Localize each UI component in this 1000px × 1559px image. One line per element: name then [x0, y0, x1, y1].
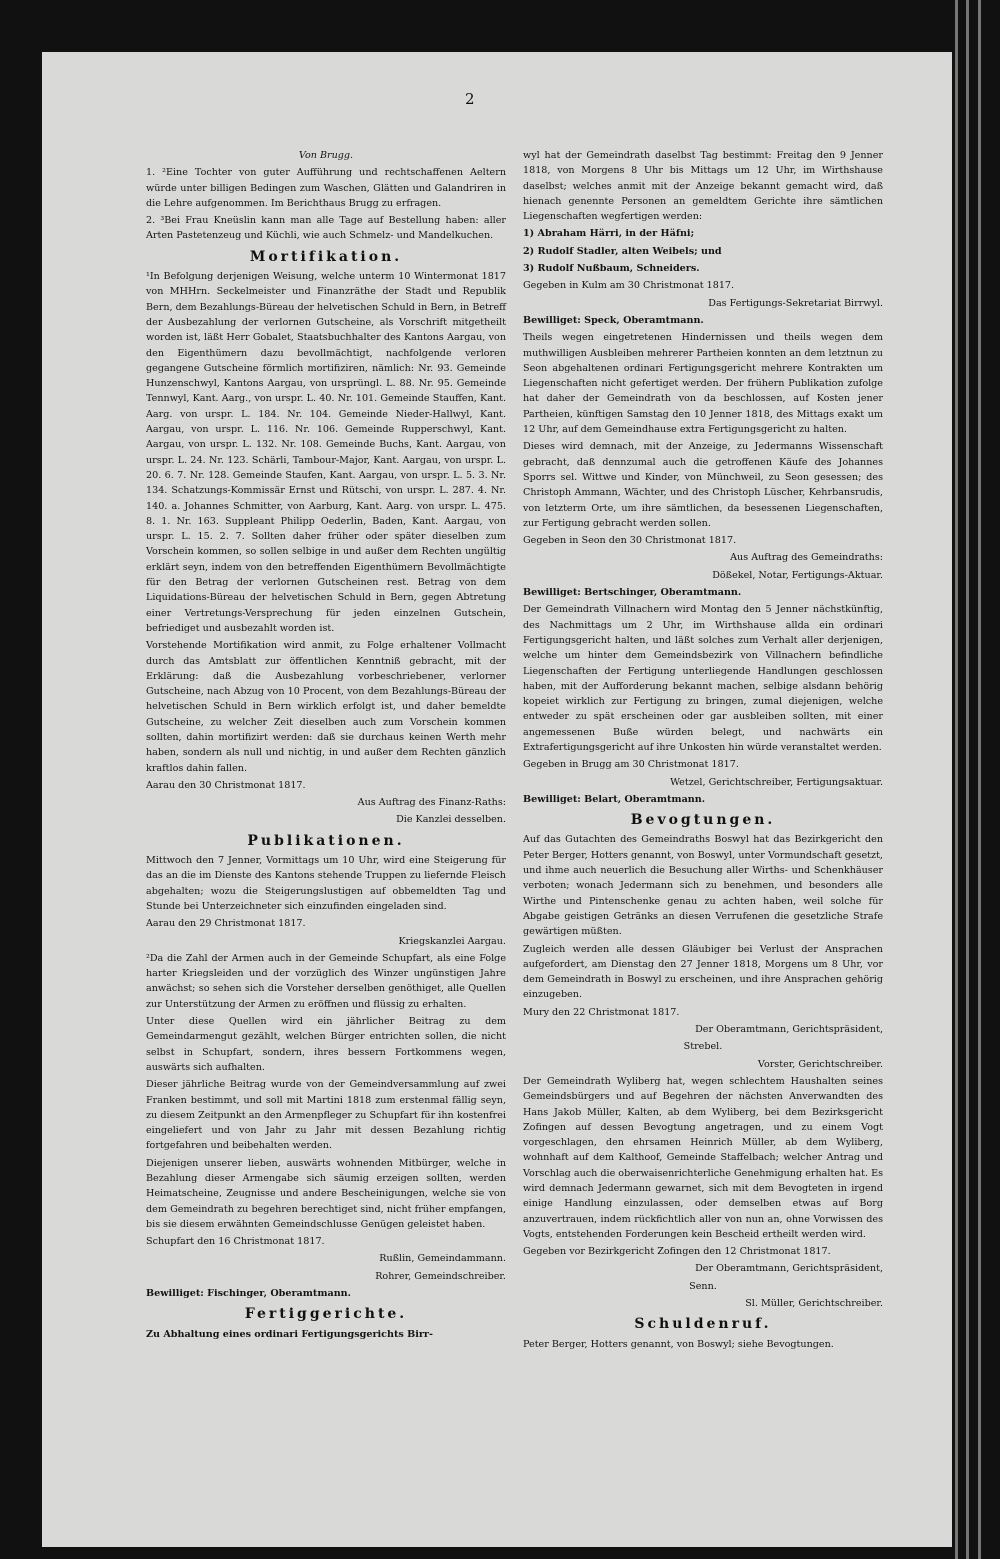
notice-signature: Das Fertigungs-Sekretariat Birrwyl.: [708, 297, 883, 309]
section-heading-schuldenruf: Schuldenruf.: [634, 1316, 772, 1333]
notice-approval: Bewilliget: Fischinger, Oberamtmann.: [146, 1288, 351, 1300]
notice-paragraph: Diejenigen unserer lieben, auswärts wohnenden Mitbürger, welche in Bezahlung dieser Armengabe sich säumig erzeigen sollten, werden Heimatscheine, Zeugnisse und andere Bescheinigungen, welche sie von dem Gemeindrath zu begehren berechtiget sind, nicht früher empfangen, bis sie diesem erwähnten Gemeindschlusse Genügen geleistet haben.: [146, 1157, 506, 1230]
notice-signature: Aus Auftrag des Finanz-Raths:: [357, 797, 506, 809]
notice-signature: Senn.: [689, 1280, 717, 1292]
notice-date: Gegeben in Seon den 30 Christmonat 1817.: [523, 535, 737, 547]
notice-approval: Bewilliget: Speck, Oberamtmann.: [523, 314, 704, 326]
notice-paragraph: Dieser jährliche Beitrag wurde von der Gemeindversammlung auf zwei Franken bestimmt, und soll mit Martini 1818 zum erstenmal fällig seyn, zu diesem Zeitpunkt an den Armenpfleger zu Schupfart für ihn kostenfrei eingeliefert und von Jahr zu Jahr mit dessen Bezahlung richtig fortgefahren und beibehalten werden.: [146, 1079, 506, 1152]
section-heading-fertiggerichte: Fertiggerichte.: [244, 1306, 408, 1323]
section-heading-mortifikation: Mortifikation.: [249, 248, 403, 265]
notice-date: Schupfart den 16 Christmonat 1817.: [146, 1236, 325, 1248]
section-subheading: Von Brugg.: [298, 150, 354, 161]
notice-signature: Rußlin, Gemeindammann.: [379, 1253, 506, 1265]
notice-date: Gegeben in Brugg am 30 Christmonat 1817.: [523, 759, 739, 771]
page-number: 2: [465, 90, 475, 108]
notice-signature: Der Oberamtmann, Gerichtspräsident,: [695, 1263, 883, 1275]
notice-paragraph: Theils wegen eingetretenen Hindernissen und theils wegen dem muthwilligen Ausbleiben mehrerer Partheien konnten an dem letztnun zu Seon abgehaltenen ordinari Fertigungsgericht mehrere Kontrakten um Liegenschaften nicht gefertiget werden. Der frühern Publikation zufolge hat daher der Gemeindrath von da beschlossen, auf Kosten jener Partheien, künftigen Samstag den 10 Jenner 1818, des Mittags exakt um 12 Uhr, auf dem Gemeindhause extra Fertigungsgericht zu halten.: [523, 332, 883, 436]
notice-approval: Bewilliget: Belart, Oberamtmann.: [523, 793, 706, 805]
notice-signature: Rohrer, Gemeindschreiber.: [375, 1270, 506, 1282]
notice-signature: Der Oberamtmann, Gerichtspräsident,: [695, 1024, 883, 1036]
right-column: [523, 148, 883, 1354]
notice-paragraph: 2. ³Bei Frau Kneüslin kann man alle Tage auf Bestellung haben: aller Arten Pastetenzeug und Küchli, wie auch Schmelz- und Mandelkuchen.: [146, 215, 506, 242]
notice-date: Mury den 22 Christmonat 1817.: [523, 1006, 680, 1018]
notice-paragraph: Zu Abhaltung eines ordinari Fertigungsgerichts Birr-: [146, 1328, 433, 1340]
notice-paragraph: Zugleich werden alle dessen Gläubiger bei Verlust der Ansprachen aufgefordert, am Dienstag den 27 Jenner 1818, Morgens um 8 Uhr, vor dem Gemeindrath in Boswyl zu erscheinen, und ihre Ansprachen gehörig einzugeben.: [523, 943, 883, 1001]
notice-paragraph: Vorstehende Mortifikation wird anmit, zu Folge erhaltener Vollmacht durch das Amtsblatt zur öffentlichen Kenntniß gebracht, mit der Erklärung: daß die Ausbezahlung vorbeschriebener, verlorner Gutscheine, nach Abzug von 10 Procent, von dem Bezahlungs-Büreau der helvetischen Schuld in Bern wirklich erfolgt ist, und daher bemeldte Gutscheine, zu welcher Zeit dieselben auch zum Vorschein kommen sollten, dahin mortifizirt werden: daß sie durchaus keinen Werth mehr haben, sondern als null und nichtig, in und außer dem Rechten gänzlich kraftlos dahin fallen.: [146, 640, 506, 774]
page-edge: [966, 0, 969, 1559]
notice-paragraph: wyl hat der Gemeindrath daselbst Tag bestimmt: Freitag den 9 Jenner 1818, von Morgens 8 Uhr bis Mittags um 12 Uhr, im Wirthshause daselbst; welches anmit mit der Anzeige bekannt gemacht wird, daß hienach genennte Personen an gemeldtem Gerichte ihre sämtlichen Liegenschaften wegfertigen werden:: [523, 150, 883, 223]
notice-signature: Strebel.: [683, 1041, 723, 1053]
section-heading-bevogtungen: Bevogtungen.: [630, 812, 776, 829]
list-item: 1) Abraham Härri, in der Häfni;: [523, 228, 695, 240]
section-heading-publikationen: Publikationen.: [247, 832, 405, 849]
notice-date: Gegeben vor Bezirkgericht Zofingen den 12 Christmonat 1817.: [523, 1246, 831, 1258]
notice-signature: Kriegskanzlei Aargau.: [398, 935, 506, 947]
notice-signature: Sl. Müller, Gerichtschreiber.: [745, 1298, 883, 1310]
notice-paragraph: ²Da die Zahl der Armen auch in der Gemeinde Schupfart, als eine Folge harter Kriegsleiden und der vorzüglich des Winzer ungünstigen Jahre anwächst; so sehen sich die Vorsteher derselben genöthiget, alle Quellen zur Unterstützung der Armen zu eröffnen und flüssig zu erhalten.: [146, 952, 506, 1010]
notice-date: Gegeben in Kulm am 30 Christmonat 1817.: [523, 280, 735, 292]
notice-paragraph: Der Gemeindrath Wyliberg hat, wegen schlechtem Haushalten seines Gemeindsbürgers und auf Begehren der nächsten Anverwandten des Hans Jakob Müller, Kalten, ab dem Wyliberg, bei dem Bezirksgericht Zofingen auf dessen Bevogtung angetragen, und zu einem Vogt vorgeschlagen, den ehrsamen Heinrich Müller, ab dem Wyliberg, wohnhaft auf dem Kalthoof, Gemeinde Staffelbach; welcher Antrag und Vorschlag auch die oberwaisenrichterliche Genehmigung erhalten hat. Es wird demnach Jedermann gewarnet, sich mit dem Bevogteten in irgend einige Handlung einzulassen, oder demselben etwas auf Borg anzuvertrauen, indem rückfichtlich aller von nun an, ohne Vorwissen des Vogts, entstehenden Forderungen kein Bescheid ertheilt werden wird.: [523, 1075, 884, 1240]
notice-signature: Aus Auftrag des Gemeindraths:: [730, 552, 883, 564]
notice-paragraph: Unter diese Quellen wird ein jährlicher Beitrag zu dem Gemeindarmengut gezählt, welchen Bürger entrichten sollen, die nicht selbst in Schupfart, sondern, ihres bessern Fortkommens wegen, auswärts sich aufhalten.: [146, 1016, 506, 1073]
list-item: 2) Rudolf Stadler, alten Weibels; und: [523, 245, 722, 257]
notice-signature: Vorster, Gerichtschreiber.: [757, 1058, 883, 1070]
left-column: [146, 148, 506, 1344]
notice-signature: Dößekel, Notar, Fertigungs-Aktuar.: [712, 569, 883, 581]
notice-signature: Wetzel, Gerichtschreiber, Fertigungsaktuar.: [670, 776, 883, 788]
notice-paragraph: Dieses wird demnach, mit der Anzeige, zu Jedermanns Wissenschaft gebracht, daß dennzumal auch die getroffenen Käufe des Johannes Sporrs sel. Wittwe und Kinder, von Münchweil, zu Seon gesessen; des Christoph Ammann, Wächter, und des Christoph Lüscher, Kehrbansrudis, von letzterm Orte, um ihre sämtlichen, da besessenen Liegenschaften, zur Fertigung gebracht werden sollen.: [523, 441, 883, 529]
notice-approval: Bewilliget: Bertschinger, Oberamtmann.: [523, 587, 742, 599]
notice-paragraph: Peter Berger, Hotters genannt, von Boswyl; siehe Bevogtungen.: [523, 1338, 834, 1350]
notice-date: Aarau den 29 Christmonat 1817.: [146, 918, 306, 930]
page-edge: [978, 0, 981, 1559]
notice-date: Aarau den 30 Christmonat 1817.: [146, 779, 306, 791]
notice-signature: Die Kanzlei desselben.: [396, 814, 506, 826]
list-item: 3) Rudolf Nußbaum, Schneiders.: [523, 263, 700, 275]
notice-paragraph: ¹In Befolgung derjenigen Weisung, welche unterm 10 Wintermonat 1817 von MHHrn. Seckelmeister und Finanzräthe der Stadt und Republik Bern, dem Bezahlungs-Büreau der helvetischen Schuld in Bern, in Betreff der Ausbezahlung der verlornen Gutscheine, als Vorschrift mitgetheilt worden ist, läßt Herr Gobalet, Staatsbuchhalter des Kantons Aargau, von den Eigenthümern dazu bevollmächtigt, nachfolgende verloren gegangene Gutscheine förmlich mortifiziren, nämlich: Nr. 93. Gemeinde Hunzenschwyl, Kantons Aargau, von ursprüngl. L. 88. Nr. 95. Gemeinde Tennwyl, Kant. Aarg., von urspr. L. 40. Nr. 101. Gemeinde Stauffen, Kant. Aarg. von urspr. L. 184. Nr. 104. Gemeinde Nieder-Hallwyl, Kant. Aargau, von urspr. L. 116. Nr. 106. Gemeinde Rupperschwyl, Kant. Aargau, von urspr. L. 132. Nr. 108. Gemeinde Buchs, Kant. Aargau, von urspr. L. 24. Nr. 123. Schärli, Tambour-Major, Kant. Aargau, von urspr. L. 20. 6. 7. Nr. 128. Gemeinde Staufen, Kant. Aargau, von urspr. L. 5. 3. Nr. 134. Schatzungs-Kommissär Ernst und Rütschi, von urspr. L. 287. 4. Nr. 140. a. Johannes Schmitter, von Aarburg, Kant. Aarg. von urspr. L. 475. 8. 1. Nr. 163. Suppleant Philipp Oederlin, Baden, Kant. Aargau, von urspr. L. 15. 2. 7. Sollten daher früher oder später dieselben zum Vorschein kommen, so sollen selbige in und außer dem Rechten ungültig erklärt seyn, indem von den betreffenden Eigenthümern Bevollmächtigte für den Betrag der verlornen Gutscheinen rest. Betrag von dem Liquidations-Büreau der helvetischen Schuld in Bern, gegen Abtretung einer Vertretungs-Versprechung für jeden einzelnen Gutschein, befriediget und ausbezahlt worden ist.: [146, 271, 506, 634]
notice-paragraph: Auf das Gutachten des Gemeindraths Boswyl hat das Bezirkgericht den Peter Berger, Hotters genannt, von Boswyl, unter Vormundschaft gesetzt, und ihme auch neuerlich die Besuchung aller Wirths- und Schenkhäuser verboten; wonach Jedermann sich zu benehmen, und besonders alle Wirthe und Pintenschenke genau zu achten haben, weil solche für Abgabe geistigen Getränks an diesen Verrufenen die gesetzliche Strafe gewärtigen müßten.: [523, 834, 883, 938]
notice-paragraph: Der Gemeindrath Villnachern wird Montag den 5 Jenner nächstkünftig, des Nachmittags um 2 Uhr, im Wirthshause allda ein ordinari Fertigungsgericht halten, und läßt solches zum Verhalt aller derjenigen, welche um hinter dem Gemeindsbezirk von Villnachern befindliche Liegenschaften der Fertigung unterliegende Handlungen geschlossen haben, mit der Aufforderung bekannt machen, selbige alsdann behörig kopeiet wirklich zur Fertigung zu bringen, zumal diejenigen, welche entweder zu spät erscheinen oder gar ausbleiben sollten, mit einer angemessenen Buße würden belegt, und nachwärts ein Extrafertigungsgericht auf ihre Unkosten hin würde veranstaltet werden.: [523, 604, 883, 753]
page-edge: [955, 0, 958, 1559]
notice-paragraph: 1. ²Eine Tochter von guter Aufführung und rechtschaffenen Aeltern würde unter billigen Bedingen zum Waschen, Glätten und Galandriren in die Lehre aufgenommen. Im Berichthaus Brugg zu erfragen.: [146, 167, 506, 209]
notice-paragraph: Mittwoch den 7 Jenner, Vormittags um 10 Uhr, wird eine Steigerung für das an die im Dienste des Kantons stehende Truppen zu liefernde Fleisch abgehalten; wozu die Steigerungslustigen auf obbemeldten Tag und Stunde bei Unterzeichneter sich einzufinden eingeladen sind.: [146, 855, 506, 912]
